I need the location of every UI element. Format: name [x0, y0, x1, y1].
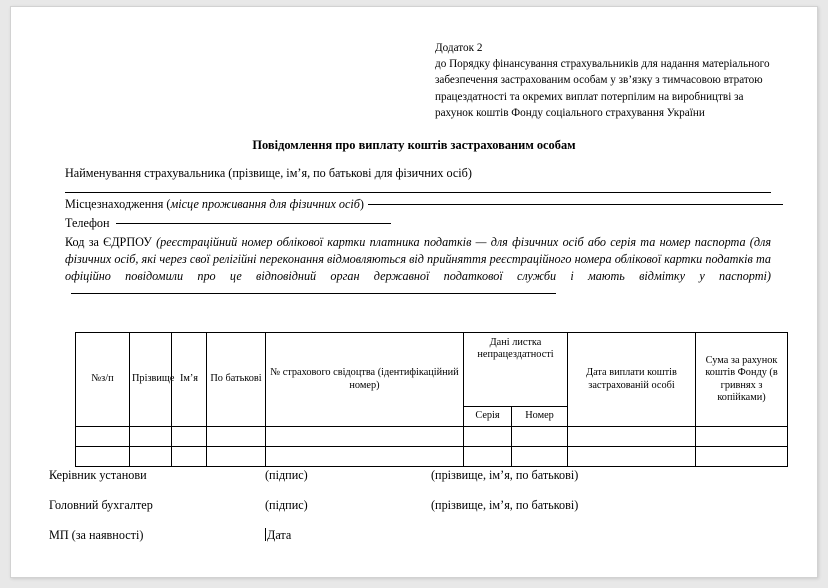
location-row [65, 196, 771, 213]
cell-firstname[interactable] [172, 447, 207, 467]
signature-role-accountant: Головний бухгалтер [49, 498, 153, 512]
date-label: Дата [267, 528, 292, 542]
th-num: №з/п [76, 333, 130, 427]
phone-row [65, 215, 771, 232]
appendix-reference-block [435, 40, 813, 121]
location-label-italic: місце проживання для фізичних осіб [170, 197, 360, 211]
edrpou-note: (реєстраційний номер облікової картки платника податків — для фізичних осіб або серія та номер паспорта (для фізичних осіб, які через свої релігійні переконання відмовляються від прийняття реєстраційного номера облікової картки податків та офіційно повідомили про це відповідний орган державної податкової служби і мають відмітку у паспорті) [65, 235, 772, 283]
insurer-name-rule[interactable] [65, 192, 771, 193]
edrpou-rule[interactable] [71, 293, 556, 294]
document-title: Повідомлення про виплату коштів застрахованим особам [252, 138, 576, 152]
cell-num[interactable] [76, 447, 130, 467]
payment-table-wrapper [75, 332, 788, 467]
appendix-reference-line-1: до Порядку фінансування страхувальників для надання матеріального [435, 58, 770, 71]
appendix-reference-line-4: рахунок коштів Фонду соціального страхування України [435, 106, 705, 119]
appendix-number: Додаток 2 [435, 42, 483, 54]
cell-amount[interactable] [696, 447, 788, 467]
table-header-row [76, 333, 788, 407]
th-sick-leave-number: Номер [512, 407, 568, 427]
th-surname: Прізвище [130, 333, 172, 427]
th-sick-leave-series: Серія [464, 407, 512, 427]
signature-row-stamp [49, 528, 789, 558]
cell-surname[interactable] [130, 427, 172, 447]
signature-placeholder-accountant: (підпис) [265, 498, 308, 512]
signature-placeholder-director: (підпис) [265, 468, 308, 482]
stamp-label: МП (за наявності) [49, 528, 144, 542]
cell-num[interactable] [76, 427, 130, 447]
cell-payment-date[interactable] [568, 427, 696, 447]
location-label-close-paren: ) [359, 197, 364, 211]
cell-cert-number[interactable] [266, 447, 464, 467]
cell-series[interactable] [464, 447, 512, 467]
th-cert-number: № страхового свідоцтва (ідентифікаційний номер) [266, 333, 464, 427]
appendix-reference-line-3: працездатності та окремих виплат потерпілим на виробництві за [435, 90, 744, 103]
signature-role-director: Керівник установи [49, 468, 147, 482]
edrpou-row [65, 234, 771, 302]
cell-cert-number[interactable] [266, 427, 464, 447]
document-canvas [11, 7, 817, 577]
table-row[interactable] [76, 427, 788, 447]
th-firstname: Ім’я [172, 333, 207, 427]
phone-label: Телефон [65, 216, 110, 230]
signature-name-hint-director: (прізвище, ім’я, по батькові) [431, 468, 579, 482]
location-rule[interactable] [368, 204, 783, 205]
date-field-wrapper[interactable] [265, 528, 291, 543]
cell-amount[interactable] [696, 427, 788, 447]
location-label: Місцезнаходження ( [65, 197, 171, 211]
appendix-reference-line-2: забезпечення застрахованим особам у зв’язку з тимчасовою втратою [435, 74, 763, 87]
cell-number[interactable] [512, 427, 568, 447]
signature-row-accountant [49, 498, 789, 528]
edrpou-label: Код за ЄДРПОУ [65, 235, 157, 249]
cell-patronymic[interactable] [207, 447, 266, 467]
text-cursor-caret [265, 528, 266, 541]
th-amount: Сума за рахунок коштів Фонду (в гривнях з копійками) [696, 333, 788, 427]
document-page-shell [10, 6, 818, 578]
form-fields-block [65, 165, 771, 302]
table-row[interactable] [76, 447, 788, 467]
cell-surname[interactable] [130, 447, 172, 467]
cell-payment-date[interactable] [568, 447, 696, 467]
payment-table [75, 332, 788, 467]
cell-number[interactable] [512, 447, 568, 467]
cell-patronymic[interactable] [207, 427, 266, 447]
signature-block [49, 468, 789, 558]
th-patronymic: По батькові [207, 333, 266, 427]
th-sick-leave-group: Дані листка непрацездатності [464, 333, 568, 407]
cell-firstname[interactable] [172, 427, 207, 447]
th-payment-date: Дата виплати коштів застрахованій особі [568, 333, 696, 427]
cell-series[interactable] [464, 427, 512, 447]
insurer-name-row [65, 165, 771, 182]
phone-rule[interactable] [116, 223, 391, 224]
signature-row-director [49, 468, 789, 498]
insurer-name-label: Найменування страхувальника (прізвище, ім’я, по батькові для фізичних осіб) [65, 166, 472, 180]
signature-name-hint-accountant: (прізвище, ім’я, по батькові) [431, 498, 579, 512]
